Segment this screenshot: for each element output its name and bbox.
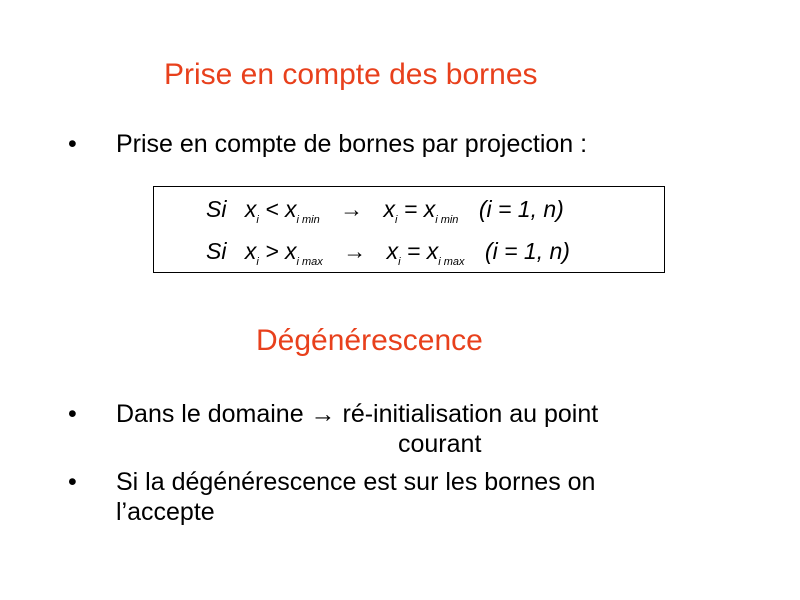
bullet-line: Si la dégénérescence est sur les bornes on bbox=[116, 468, 596, 496]
formula-si: Si bbox=[206, 196, 227, 222]
bullet-text bbox=[116, 467, 595, 527]
bullet-dot: • bbox=[68, 130, 77, 158]
formula-si: Si bbox=[206, 238, 227, 264]
formula-sub: i bbox=[395, 214, 398, 226]
formula-sub: i bbox=[256, 256, 259, 268]
formula-op: > bbox=[265, 238, 279, 264]
formula-sub: i min bbox=[435, 214, 459, 226]
formula-var: x bbox=[244, 238, 257, 264]
bullet-text bbox=[116, 399, 598, 459]
formula-var: x bbox=[386, 238, 399, 264]
formula-sub: i max bbox=[438, 256, 465, 268]
bullet-projection bbox=[68, 129, 768, 161]
formula-op: = bbox=[403, 196, 418, 222]
formula-op: = bbox=[406, 238, 421, 264]
bullet-bounds bbox=[68, 467, 768, 531]
formula-max-row bbox=[206, 237, 570, 276]
formula-var: x bbox=[285, 238, 297, 264]
formula-sub: i bbox=[398, 256, 401, 268]
right-arrow-icon: → bbox=[340, 196, 364, 222]
bullet-line: courant bbox=[398, 430, 482, 458]
bullet-line: Dans le domaine → ré-initialisation au point bbox=[116, 400, 599, 428]
formula-range: (i = 1, n) bbox=[484, 238, 570, 264]
formula-var: x bbox=[285, 196, 297, 222]
bullet-dot: • bbox=[68, 400, 77, 428]
section-title-degeneracy: Dégénérescence bbox=[256, 324, 483, 357]
bullet-dot: • bbox=[68, 468, 77, 496]
formula-var: x bbox=[244, 196, 257, 222]
formula-var: x bbox=[426, 238, 439, 264]
formula-sub: i min bbox=[296, 214, 320, 226]
formula-sub: i bbox=[256, 214, 259, 226]
formula-range: (i = 1, n) bbox=[478, 196, 564, 222]
right-arrow-icon: → bbox=[343, 238, 367, 264]
bullet-domain bbox=[68, 399, 768, 463]
bullet-text: Prise en compte de bornes par projection : bbox=[116, 130, 588, 158]
bullet-line: l’accepte bbox=[116, 498, 215, 526]
formula-sub: i max bbox=[296, 256, 323, 268]
formula-var: x bbox=[383, 196, 396, 222]
formula-min-row bbox=[206, 195, 564, 234]
section-title-bounds: Prise en compte des bornes bbox=[164, 58, 538, 91]
formula-var: x bbox=[423, 196, 436, 222]
formula-op: < bbox=[265, 196, 279, 222]
formula-box bbox=[153, 186, 665, 273]
